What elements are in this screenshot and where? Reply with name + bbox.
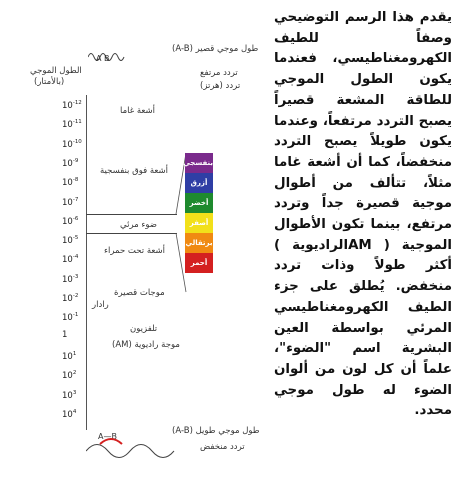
wavelength-tick: 1	[62, 329, 68, 340]
visible-spectrum-bar	[185, 153, 213, 293]
wavelength-tick: $10^{-9}$	[62, 157, 79, 169]
radio-region-label: موجة راديوية (AM)	[112, 340, 180, 350]
wavelength-tick: $10^{-5}$	[62, 235, 79, 247]
gamma-region-label: أشعة غاما	[120, 106, 156, 116]
ab-bottom-label: A—B	[98, 432, 117, 441]
wavelength-tick: $10^{-6}$	[62, 215, 79, 227]
low-frequency-label: تردد منخفض	[200, 442, 245, 452]
frequency-hz-label: تردد (هرتز)	[200, 81, 241, 91]
wavelength-tick: $10^{-2}$	[62, 293, 79, 304]
spectrum-color-band: أحمر	[185, 253, 213, 273]
spectrum-color-band: برتقالي	[185, 233, 213, 253]
wavelength-tick: $10^{-8}$	[62, 177, 79, 189]
wavelength-tick: $10^{-12}$	[62, 100, 82, 111]
wavelength-tick: $10^2$	[62, 370, 77, 382]
wavelength-unit: (بالأمتار)	[34, 77, 65, 87]
wavelength-tick: $10^{-7}$	[62, 196, 79, 208]
paragraph: يقدم هذا الرسم التوضيحي وصفاً للطيف الكهرومغناطيسي، فعندما يكون الطول الموجي للطاقة المشعة قصيراً يصبح التردد مرتفعاً، وعندما يكون طويلاً يصبح التردد منخفضاً، كما أن أشعة غاما مثلاً، تتألف من أطوال موجية قصيرة جداً وتردد مرتفع، بينما تكون الأطوال الموجية ( AMالراديوية ) أكثر طولاً وذات تردد منخفض. يُطلق على جزء الطيف الكهرومغناطيسي المرئي بواسطة العين البشرية اسم "الضوء"، علماً أن كل لون من ألوان الضوء له طول موجي محدد.	[274, 10, 453, 419]
spectrum-color-band: أخضر	[185, 193, 213, 213]
wavelength-tick: $10^{-10}$	[62, 138, 82, 150]
wavelength-tick: $10^3$	[62, 389, 77, 401]
wavelength-tick: $10^{-4}$	[62, 254, 79, 266]
wavelength-tick: $10^{-3}$	[62, 273, 79, 285]
wavelength-tick: $10^{-1}$	[62, 312, 79, 324]
spectrum-color-band: بنفسجي	[185, 153, 213, 173]
visible-region-label: ضوء مرئي	[120, 220, 158, 230]
microwave-region-label: موجات قصيرة	[114, 288, 165, 298]
long-wavelength-label: طول موجي طويل (A-B)	[172, 426, 260, 436]
wavelength-tick: $10^{-11}$	[62, 119, 82, 131]
wavelength-tick: $10^4$	[62, 408, 77, 420]
wavelength-header: الطول الموجي	[30, 66, 82, 76]
tv-region-label: تلفزيون	[130, 324, 158, 334]
spectrum-color-band: أزرق	[185, 173, 213, 193]
radar-region-label: رادار	[92, 300, 109, 310]
spectrum-color-band: أصفر	[185, 213, 213, 233]
wavelength-tick: $10^1$	[62, 350, 77, 362]
uv-region-label: أشعة فوق بنفسجية	[100, 166, 169, 176]
ab-top-label: A B	[96, 54, 110, 63]
high-frequency-label: تردد مرتفع	[200, 68, 238, 78]
long-wave-icon	[86, 436, 176, 466]
ir-region-label: أشعة تحت حمراء	[104, 246, 165, 256]
short-wavelength-label: طول موجي قصير (A-B)	[172, 44, 259, 54]
description-text	[274, 8, 452, 422]
